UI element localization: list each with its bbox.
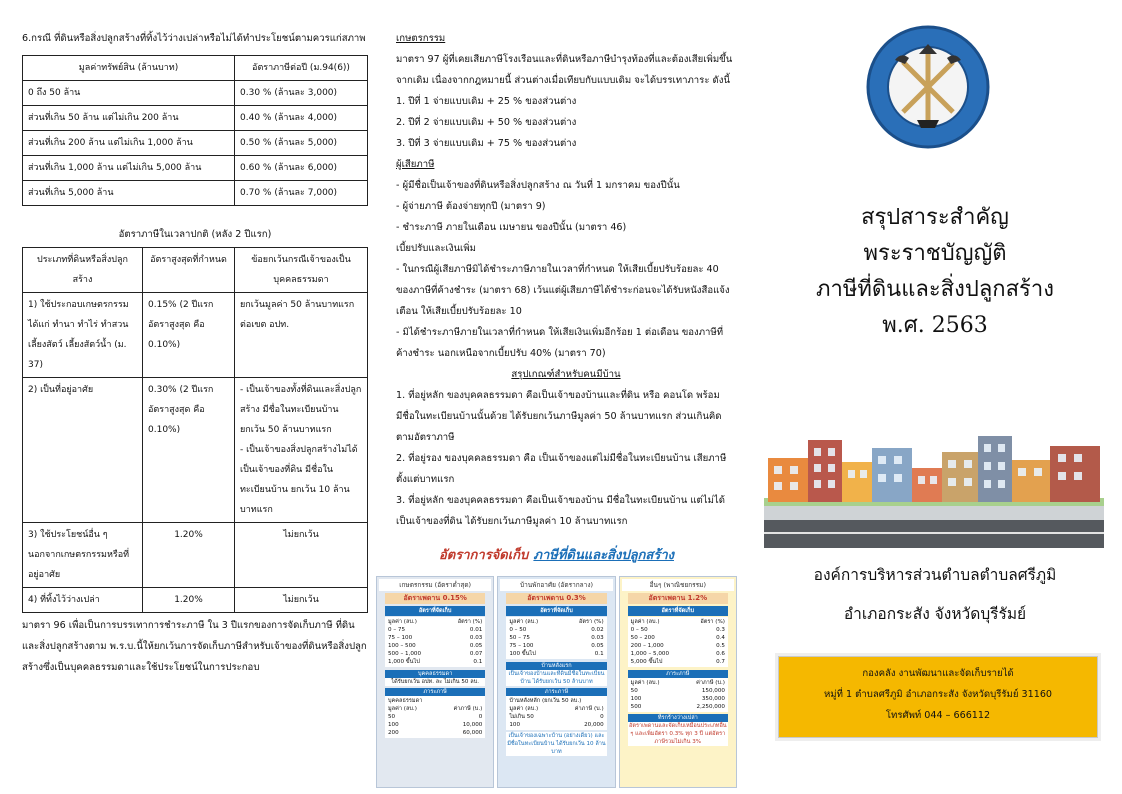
rate-cell: 100 ขึ้นไป <box>509 651 536 657</box>
rate-cell: 50 – 75 <box>509 635 530 641</box>
org-block <box>760 562 1110 626</box>
payer-item: - ผู้จ่ายภาษี ต้องจ่ายทุกปี (มาตรา 9) <box>396 201 546 212</box>
ceiling-rate: อัตราเพดาน 0.15% <box>385 593 485 604</box>
table-cell: 0.30% (2 ปีแรกอัตราสูงสุด คือ 0.10%) <box>143 378 235 523</box>
tax-cell: มูลค่า (ลบ.) <box>630 680 660 686</box>
rate-cell: มูลค่า (ลบ.) <box>630 619 660 625</box>
table-row <box>23 588 368 613</box>
year-3-item: 3. ปีที่ 3 จ่ายแบบเดิม + 75 % ของส่วนต่าง <box>396 138 577 149</box>
org-name: องค์การบริหารส่วนตำบลตำบลศรีภูมิ <box>813 566 1057 584</box>
tax-cell: 0 <box>600 714 604 720</box>
table-row <box>23 293 368 378</box>
rate-cell: อัตรา (%) <box>457 619 483 625</box>
rate-row <box>509 650 603 658</box>
ceiling-rate: อัตราเพดาน 0.3% <box>506 593 606 604</box>
table-cell: 1) ใช้ประกอบเกษตรกรรม ได้แก่ ทำนา ทำไร่ ทำสวน เลี้ยงสัตว์ เลี้ยงสัตว์น้ำ (ม. 37) <box>23 293 143 378</box>
fines-heading: เบี้ยปรับและเงินเพิ่ม <box>396 243 476 254</box>
rate-cell: 50 – 200 <box>630 635 655 641</box>
rate-cell: 0.05 <box>591 643 604 649</box>
rate-cell: 0.01 <box>469 627 483 633</box>
table-cell: 3) ใช้ประโยชน์อื่น ๆ นอกจากเกษตรกรรมหรือที่อยู่อาศัย <box>23 523 143 588</box>
tax-cell: บ้านหลังหลัก (ยกเว้น 50 ลบ.) <box>509 698 582 704</box>
payer-item: - ชำระภาษี ภายในเดือน เมษายน ของปีนั้น (มาตรา 46) <box>396 222 627 233</box>
rate-cell: 0.1 <box>473 659 483 665</box>
tax-row <box>631 687 725 695</box>
contact-box <box>778 656 1098 738</box>
table-cell: 0 ถึง 50 ล้าน <box>23 81 235 106</box>
normal-rate-caption: อัตราภาษีในเวลาปกติ (หลัง 2 ปีแรก) <box>118 229 272 240</box>
rate-cell: 75 – 100 <box>388 635 413 641</box>
table-header-row <box>23 56 368 81</box>
infographic-column <box>376 576 494 788</box>
table-row <box>23 378 368 523</box>
table-row <box>23 131 368 156</box>
infographic-column <box>497 576 615 788</box>
rate-row <box>631 618 725 626</box>
normal-rate-table <box>22 247 368 613</box>
table-row <box>23 156 368 181</box>
table-cell: 0.60 % (ล้านละ 6,000) <box>235 156 368 181</box>
rate-row <box>631 626 725 634</box>
rate-row <box>388 626 482 634</box>
table-row <box>23 181 368 206</box>
rate-cell: 0.4 <box>716 635 725 641</box>
rate-row <box>509 634 603 642</box>
housing-item-2: 2. ที่อยู่รอง ของบุคคลธรรมดา คือ เป็นเจ้าของแต่ไม่มีชื่อในทะเบียนบ้าน เสียภาษีตั้งแต่บาทแรก <box>396 453 727 485</box>
tax-cell: 500 <box>630 704 642 710</box>
rate-cell: 500 – 1,000 <box>388 651 422 657</box>
section-96-text: มาตรา 96 เพื่อเป็นการบรรเทาการชำระภาษี ใน 3 ปีแรกของการจัดเก็บภาษี ที่ดินและสิ่งปลูกสร้างตาม พ.ร.บ.นี้ให้ยกเว้นการจัดเก็บภาษีสำหรับเจ้าของที่ดินหรือสิ่งปลูกสร้างซึ่งเป็นบุคคลธรรมดาและใช้ประโยชน์ในการประกอบ <box>22 620 367 673</box>
rate-cell: 75 – 100 <box>509 643 534 649</box>
title-line: สรุปสาระสำคัญ <box>861 205 1009 230</box>
rate-row <box>631 658 725 666</box>
rate-row <box>509 626 603 634</box>
table-cell: 2) เป็นที่อยู่อาศัย <box>23 378 143 523</box>
tax-row <box>509 713 603 721</box>
rate-cell: 0.03 <box>469 635 483 641</box>
table-cell: ส่วนที่เกิน 200 ล้าน แต่ไม่เกิน 1,000 ล้าน <box>23 131 235 156</box>
tax-row <box>388 713 482 721</box>
table-cell: ส่วนที่เกิน 50 ล้าน แต่ไม่เกิน 200 ล้าน <box>23 106 235 131</box>
rate-row <box>388 634 482 642</box>
rate-row <box>388 642 482 650</box>
rate-cell: อัตรา (%) <box>579 619 604 625</box>
tax-burden-label: ภาระภาษี <box>385 688 485 696</box>
tax-cell: 10,000 <box>462 722 483 728</box>
tax-burden-table <box>628 678 728 712</box>
vacant-land-rate-table <box>22 55 368 206</box>
table-row <box>23 81 368 106</box>
agri-heading: เกษตรกรรม <box>396 33 446 44</box>
tax-burden-label: ภาระภาษี <box>628 670 728 678</box>
rate-cell: 0.05 <box>469 643 483 649</box>
housing-item-1: 1. ที่อยู่หลัก ของบุคคลธรรมดา คือเป็นเจ้าของบ้านและที่ดิน หรือ คอนโด พร้อมมีชื่อในทะเบียนบ้านนั้นด้วย ได้รับยกเว้นภาษีมูลค่า 50 ล้านบาทแรก ส่วนเกินคิดตามอัตราภาษี <box>396 390 722 443</box>
tax-cell: 0 <box>478 714 483 720</box>
table-cell: ส่วนที่เกิน 1,000 ล้าน แต่ไม่เกิน 5,000 ล้าน <box>23 156 235 181</box>
middle-column <box>396 28 736 532</box>
fines-text-2: - มิได้ชำระภาษีภายในเวลาที่กำหนด ให้เสียเงินเพิ่มอีกร้อย 1 ต่อเดือน ของภาษีที่ค้างชำระ นอกเหนือจากเบี้ยปรับ 40% (มาตรา 70) <box>396 327 724 359</box>
rate-table <box>506 617 606 659</box>
column-head: อื่นๆ (พาณิชยกรรม) <box>622 579 734 591</box>
tax-row <box>631 703 725 711</box>
rate-cell: 5,000 ขึ้นไป <box>630 659 663 665</box>
table-cell: ยกเว้นมูลค่า 50 ล้านบาทแรก ต่อเขต อปท. <box>235 293 368 378</box>
rate-cell: 0.1 <box>594 651 604 657</box>
tax-row <box>631 679 725 687</box>
tax-cell: บุคคลธรรมดา <box>388 698 423 704</box>
rate-cell: 0 – 75 <box>388 627 406 633</box>
contact-line: กองคลัง งานพัฒนาและจัดเก็บรายได้ <box>862 668 1014 679</box>
rate-cell: 0.02 <box>591 627 604 633</box>
rate-row <box>631 650 725 658</box>
section-97-text: มาตรา 97 ผู้ที่เคยเสียภาษีโรงเรือนและที่ดินหรือภาษีบำรุงท้องที่และต้องเสียเพิ่มขึ้นจากเดิม เนื่องจากกฎหมายนี้ ส่วนต่างเมื่อเทียบกับแบบเดิม จะได้บรรเทาภาระ ดังนี้ <box>396 54 733 86</box>
tax-cell: มูลค่า (ลบ.) <box>509 706 539 712</box>
tax-cell: 150,000 <box>701 688 725 694</box>
contact-line: หมู่ที่ 1 ตำบลศรีภูมิ อำเภอกระสัง จังหวัดบุรีรัมย์ 31160 <box>823 689 1053 700</box>
infographic-title-b: ภาษีที่ดินและสิ่งปลูกสร้าง <box>533 548 674 563</box>
table-cell: 4) ที่ทิ้งไว้ว่างเปล่า <box>23 588 143 613</box>
tax-burden-table <box>385 696 485 738</box>
tax-row <box>388 729 482 737</box>
rate-table <box>385 617 485 667</box>
vacant-land-note: อัตราเพดานและจัดเก็บเหมือนประเภทอื่น ๆ และเพิ่มอัตรา 0.3% ทุก 3 ปี แต่อัตราภาษีรวมไม่เกิน 3% <box>629 723 727 745</box>
tax-cell: ค่าภาษี (บ.) <box>453 706 483 712</box>
rate-row <box>631 642 725 650</box>
rate-row <box>388 650 482 658</box>
rate-cell: 200 – 1,000 <box>630 643 664 649</box>
infographic-title <box>374 544 739 570</box>
year-2-item: 2. ปีที่ 2 จ่ายแบบเดิม + 50 % ของส่วนต่าง <box>396 117 577 128</box>
tax-row <box>509 705 603 713</box>
payer-heading: ผู้เสียภาษี <box>396 159 435 170</box>
title-line: พ.ศ. 2563 <box>882 313 988 338</box>
rate-cell: มูลค่า (ลบ.) <box>388 619 417 625</box>
rate-row <box>509 618 603 626</box>
left-column <box>22 28 368 678</box>
tax-burden-table <box>506 696 606 730</box>
tax-cell: 200 <box>388 730 399 736</box>
housing-item-3: 3. ที่อยู่หลัก ของบุคคลธรรมดา คือเป็นเจ้าของบ้าน มีชื่อในทะเบียนบ้าน แต่ไม่ได้เป็นเจ้าของที่ดิน ได้รับยกเว้นภาษีมูลค่า 10 ล้านบาทแรก <box>396 495 725 527</box>
tax-cell: 350,000 <box>701 696 725 702</box>
rate-cell: 0.07 <box>469 651 483 657</box>
tax-cell: ค่าภาษี (บ.) <box>574 706 604 712</box>
rate-row <box>388 618 482 626</box>
table-header-cell: อัตราสูงสุดที่กำหนด <box>143 248 235 293</box>
table-cell: 0.15% (2 ปีแรกอัตราสูงสุด คือ 0.10%) <box>143 293 235 378</box>
rate-row <box>631 634 725 642</box>
tax-row <box>388 705 482 713</box>
rate-cell: 1,000 – 5,000 <box>630 651 670 657</box>
first-home-note: เป็นเจ้าของบ้านและที่ดินมีชื่อในทะเบียนบ้าน ได้รับยกเว้น 50 ล้านบาท <box>506 670 606 686</box>
person-label: บุคคลธรรมดา <box>385 670 485 678</box>
rate-table <box>628 617 728 667</box>
tax-cell: มูลค่า (ลบ.) <box>388 706 417 712</box>
infographic-column <box>619 576 737 788</box>
person-note: ได้รับยกเว้น อปท. ละ ไม่เกิน 50 ลบ. <box>385 678 485 686</box>
rate-row <box>509 642 603 650</box>
tax-cell: 50 <box>388 714 396 720</box>
table-row <box>23 523 368 588</box>
rate-cell: มูลค่า (ลบ.) <box>509 619 539 625</box>
table-cell: 0.40 % (ล้านละ 4,000) <box>235 106 368 131</box>
tax-row <box>509 697 603 705</box>
column-head: บ้านพักอาศัย (อัตรากลาง) <box>500 579 612 591</box>
table-cell: 1.20% <box>143 523 235 588</box>
contact-line: โทรศัพท์ 044 – 666112 <box>885 710 991 721</box>
tax-burden-label: ภาระภาษี <box>506 688 606 696</box>
column-head: เกษตรกรรม (อัตราต่ำสุด) <box>379 579 491 591</box>
payer-item: - ผู้มีชื่อเป็นเจ้าของที่ดินหรือสิ่งปลูกสร้าง ณ วันที่ 1 มกราคม ของปีนั้น <box>396 180 680 191</box>
table-header-cell: มูลค่าทรัพย์สิน (ล้านบาท) <box>23 56 235 81</box>
rate-cell: 0.03 <box>591 635 604 641</box>
housing-heading: สรุปเกณฑ์สำหรับคนมีบ้าน <box>511 369 621 380</box>
table-cell: 0.50 % (ล้านละ 5,000) <box>235 131 368 156</box>
tax-cell: 50 <box>630 688 638 694</box>
title-line: พระราชบัญญัติ <box>863 241 1007 266</box>
table-header-cell: ข้อยกเว้นกรณีเจ้าของเป็นบุคคลธรรมดา <box>235 248 368 293</box>
rate-subheading: อัตราที่จัดเก็บ <box>506 606 606 616</box>
fines-text-1: - ในกรณีผู้เสียภาษีมิได้ชำระภาษีภายในเวลาที่กำหนด ให้เสียเบี้ยปรับร้อยละ 40 ของภาษีที่ค้างชำระ (มาตรา 68) เว้นแต่ผู้เสียภาษีได้ชำระก่อนจะได้รับหนังสือแจ้งเตือน ให้เสียเบี้ยปรับร้อยละ 10 <box>396 264 730 317</box>
tax-cell: ไม่เกิน 50 <box>509 714 534 720</box>
tax-cell: 20,000 <box>584 722 604 728</box>
tax-cell: 100 <box>509 722 521 728</box>
table-header-row <box>23 248 368 293</box>
rate-cell: 0.6 <box>716 651 725 657</box>
city-buildings-illustration <box>764 432 1104 548</box>
infographic-columns <box>376 576 737 788</box>
vacant-land-heading <box>22 28 368 49</box>
table-cell: 0.70 % (ล้านละ 7,000) <box>235 181 368 206</box>
title-line: ภาษีที่ดินและสิ่งปลูกสร้าง <box>816 277 1054 302</box>
table-row <box>23 106 368 131</box>
rate-cell: 0 – 50 <box>509 627 527 633</box>
rate-cell: 0.7 <box>716 659 725 665</box>
rate-cell: 1,000 ขึ้นไป <box>388 659 420 665</box>
rate-cell: อัตรา (%) <box>700 619 725 625</box>
rate-cell: 0.3 <box>716 627 725 633</box>
org-district: อำเภอกระสัง จังหวัดบุรีรัมย์ <box>843 605 1027 623</box>
table-cell: 1.20% <box>143 588 235 613</box>
rate-subheading: อัตราที่จัดเก็บ <box>385 606 485 616</box>
infographic-title-a: อัตราการจัดเก็บ <box>438 548 529 563</box>
table-cell: ส่วนที่เกิน 5,000 ล้าน <box>23 181 235 206</box>
table-header-cell: ประเภทที่ดินหรือสิ่งปลูกสร้าง <box>23 248 143 293</box>
table-cell: - เป็นเจ้าของทั้งที่ดินและสิ่งปลูกสร้าง มีชื่อในทะเบียนบ้าน ยกเว้น 50 ล้านบาทแรก - เป็นเจ้าของสิ่งปลูกสร้างไม่ได้เป็นเจ้าของที่ดิน มีชื่อในทะเบียนบ้าน ยกเว้น 10 ล้านบาทแรก <box>235 378 368 523</box>
table-cell: 0.30 % (ล้านละ 3,000) <box>235 81 368 106</box>
tax-cell: 60,000 <box>462 730 483 736</box>
ceiling-rate: อัตราเพดาน 1.2% <box>628 593 728 604</box>
rate-cell: 0.5 <box>716 643 725 649</box>
first-home-label: บ้านหลังแรก <box>506 662 606 670</box>
tax-cell: 100 <box>630 696 642 702</box>
table-cell: ไม่ยกเว้น <box>235 523 368 588</box>
document-title <box>760 200 1110 344</box>
rate-cell: 0 – 50 <box>630 627 648 633</box>
tax-row <box>388 697 482 705</box>
vacant-land-label: ที่รกร้างว่างเปล่า <box>628 714 728 722</box>
table-cell: ไม่ยกเว้น <box>235 588 368 613</box>
table-header-cell: อัตราภาษีต่อปี (ม.94(6)) <box>235 56 368 81</box>
rate-row <box>388 658 482 666</box>
tax-row <box>509 721 603 729</box>
rate-cell: 100 – 500 <box>388 643 416 649</box>
vacant-land-heading-text: 6.กรณี ที่ดินหรือสิ่งปลูกสร้างที่ทิ้งไว้ว่างเปล่าหรือไม่ได้ทำประโยชน์ตามควรแก่สภาพ <box>22 33 366 44</box>
rate-subheading: อัตราที่จัดเก็บ <box>628 606 728 616</box>
tax-cell: ค่าภาษี (บ.) <box>696 680 725 686</box>
tax-row <box>388 721 482 729</box>
org-seal-logo <box>865 24 991 150</box>
house-only-note: เป็นเจ้าของเฉพาะบ้าน (อย่างเดียว) และมีชื่อในทะเบียนบ้าน ได้รับยกเว้น 10 ล้านบาท <box>507 733 606 755</box>
tax-cell: 100 <box>388 722 399 728</box>
tax-row <box>631 695 725 703</box>
tax-rate-infographic <box>374 542 739 790</box>
year-1-item: 1. ปีที่ 1 จ่ายแบบเดิม + 25 % ของส่วนต่าง <box>396 96 577 107</box>
right-column <box>760 0 1110 794</box>
tax-cell: 2,250,000 <box>696 704 725 710</box>
